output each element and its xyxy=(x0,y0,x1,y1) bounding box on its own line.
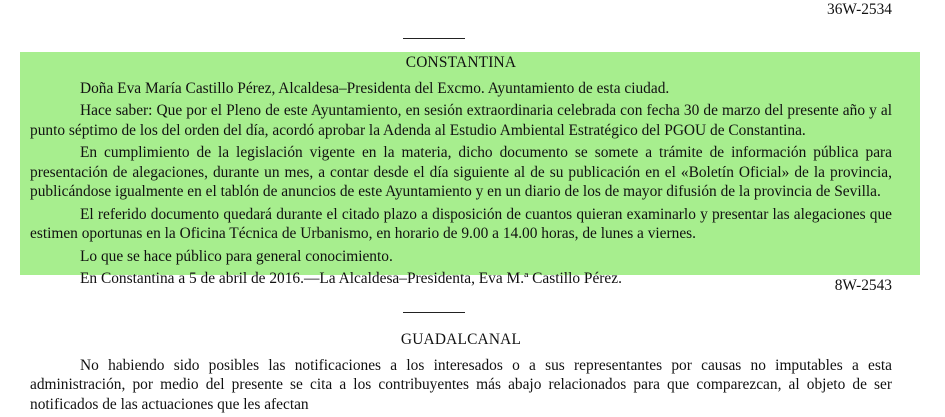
notice-paragraph: Doña Eva María Castillo Pérez, Alcaldesa–Presidenta del Excmo. Ayuntamiento de esta ciudad. xyxy=(80,79,670,97)
section-title-guadalcanal: GUADALCANAL xyxy=(400,331,522,348)
notice-paragraph: En cumplimiento de la legislación vigente en la materia, dicho documento se somete a trámite de información pública para presentación de alegaciones, durante un mes, a contar desde el día siguiente al de su publicación en el «Boletín Oficial» de la provincia, publicándose igualmente en el tablón de anuncios de este Ayuntamiento y en un diario de los de mayor difusión de la provincia de Sevilla. xyxy=(30,144,892,200)
notice-paragraph: Lo que se hace público para general conocimiento. xyxy=(80,247,393,265)
notice-paragraph: Hace saber: Que por el Pleno de este Ayuntamiento, en sesión extraordinaria celebrada con fecha 30 de marzo del presente año y al punto séptimo de los del orden del día, acordó aprobar la Adenda al Estudio Ambiental Estratégico del PGOU de Constantina. xyxy=(30,102,892,139)
section-title-constantina: CONSTANTINA xyxy=(405,54,517,71)
notice-paragraph: El referido documento quedará durante el citado plazo a disposición de cuantos quieran examinarlo y presentar las alegaciones que estimen oportunas en la Oficina Técnica de Urbanismo, en horario de 9.00 a 14.00 horas, de lunes a viernes. xyxy=(30,205,892,242)
constantina-notice xyxy=(30,53,892,292)
section-divider xyxy=(403,38,465,39)
guadalcanal-notice xyxy=(30,330,892,417)
document-code: 8W-2543 xyxy=(834,277,892,294)
notice-paragraph: No habiendo sido posibles las notificaciones a los interesados o a sus representantes por causas no imputables a esta administración, por medio del presente se cita a los contribuyentes más abajo relacionados para que comparezcan, al objeto de ser notificados de las actuaciones que les afectan xyxy=(30,356,892,413)
document-code-top: 36W-2534 xyxy=(827,1,892,18)
section-divider xyxy=(403,312,465,313)
notice-signature: En Constantina a 5 de abril de 2016.—La Alcaldesa–Presidenta, Eva M.ª Castillo Pérez. xyxy=(80,270,622,287)
